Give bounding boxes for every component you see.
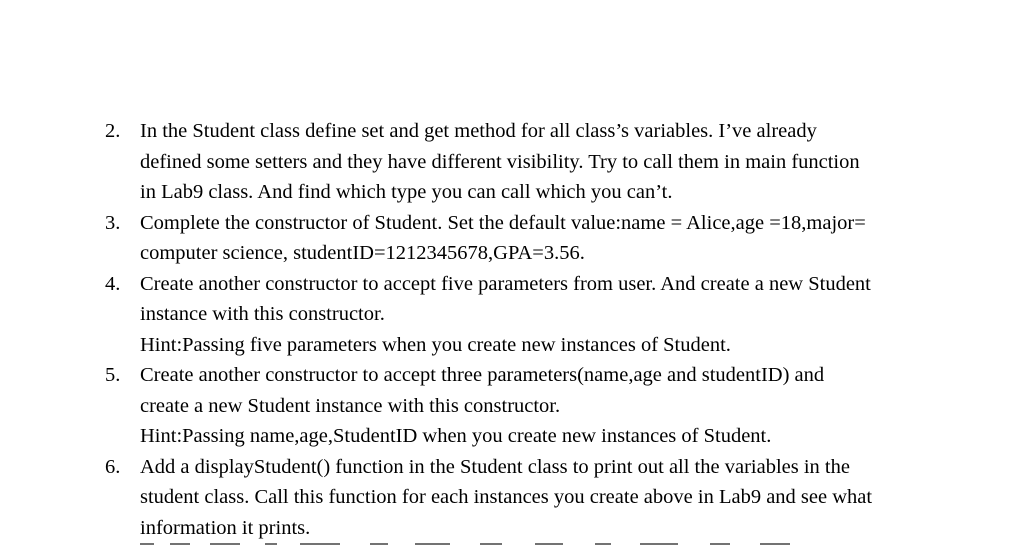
item-number: 4.	[105, 272, 121, 295]
list-item-5	[105, 360, 985, 452]
item-text-line: create a new Student instance with this constructor.	[140, 394, 561, 417]
item-text-line: Add a displayStudent() function in the Student class to print out all the variables in the	[140, 455, 850, 478]
list-item-2	[105, 116, 985, 208]
list-item-3	[105, 208, 985, 269]
item-text-line: instance with this constructor.	[140, 303, 385, 325]
item-text-line: Complete the constructor of Student. Set the default value:name = Alice,age =18,major=	[140, 211, 866, 234]
item-text-line: information it prints.	[140, 516, 311, 539]
item-text-line: Create another constructor to accept five parameters from user. And create a new Student	[140, 272, 871, 295]
item-number: 3.	[105, 211, 121, 234]
list-item-6	[105, 452, 985, 544]
item-number: 5.	[105, 364, 121, 386]
item-number: 2.	[105, 120, 121, 142]
hint-text-line: Hint:Passing five parameters when you create new instances of Student.	[140, 333, 731, 356]
instruction-list	[105, 116, 985, 543]
cutoff-text-fragment	[140, 543, 830, 549]
item-text-line: computer science, studentID=1212345678,GPA=3.56.	[140, 242, 585, 264]
hint-text-line: Hint:Passing name,age,StudentID when you create new instances of Student.	[140, 425, 772, 447]
item-text-line: in Lab9 class. And find which type you can call which you can’t.	[140, 181, 673, 203]
item-text-line: defined some setters and they have different visibility. Try to call them in main function	[140, 150, 860, 173]
item-text-line: student class. Call this function for each instances you create above in Lab9 and see what	[140, 486, 873, 508]
list-item-4	[105, 269, 985, 361]
item-number: 6.	[105, 455, 121, 478]
item-text-line: In the Student class define set and get method for all class’s variables. I’ve already	[140, 120, 817, 142]
item-text-line: Create another constructor to accept three parameters(name,age and studentID) and	[140, 364, 825, 386]
